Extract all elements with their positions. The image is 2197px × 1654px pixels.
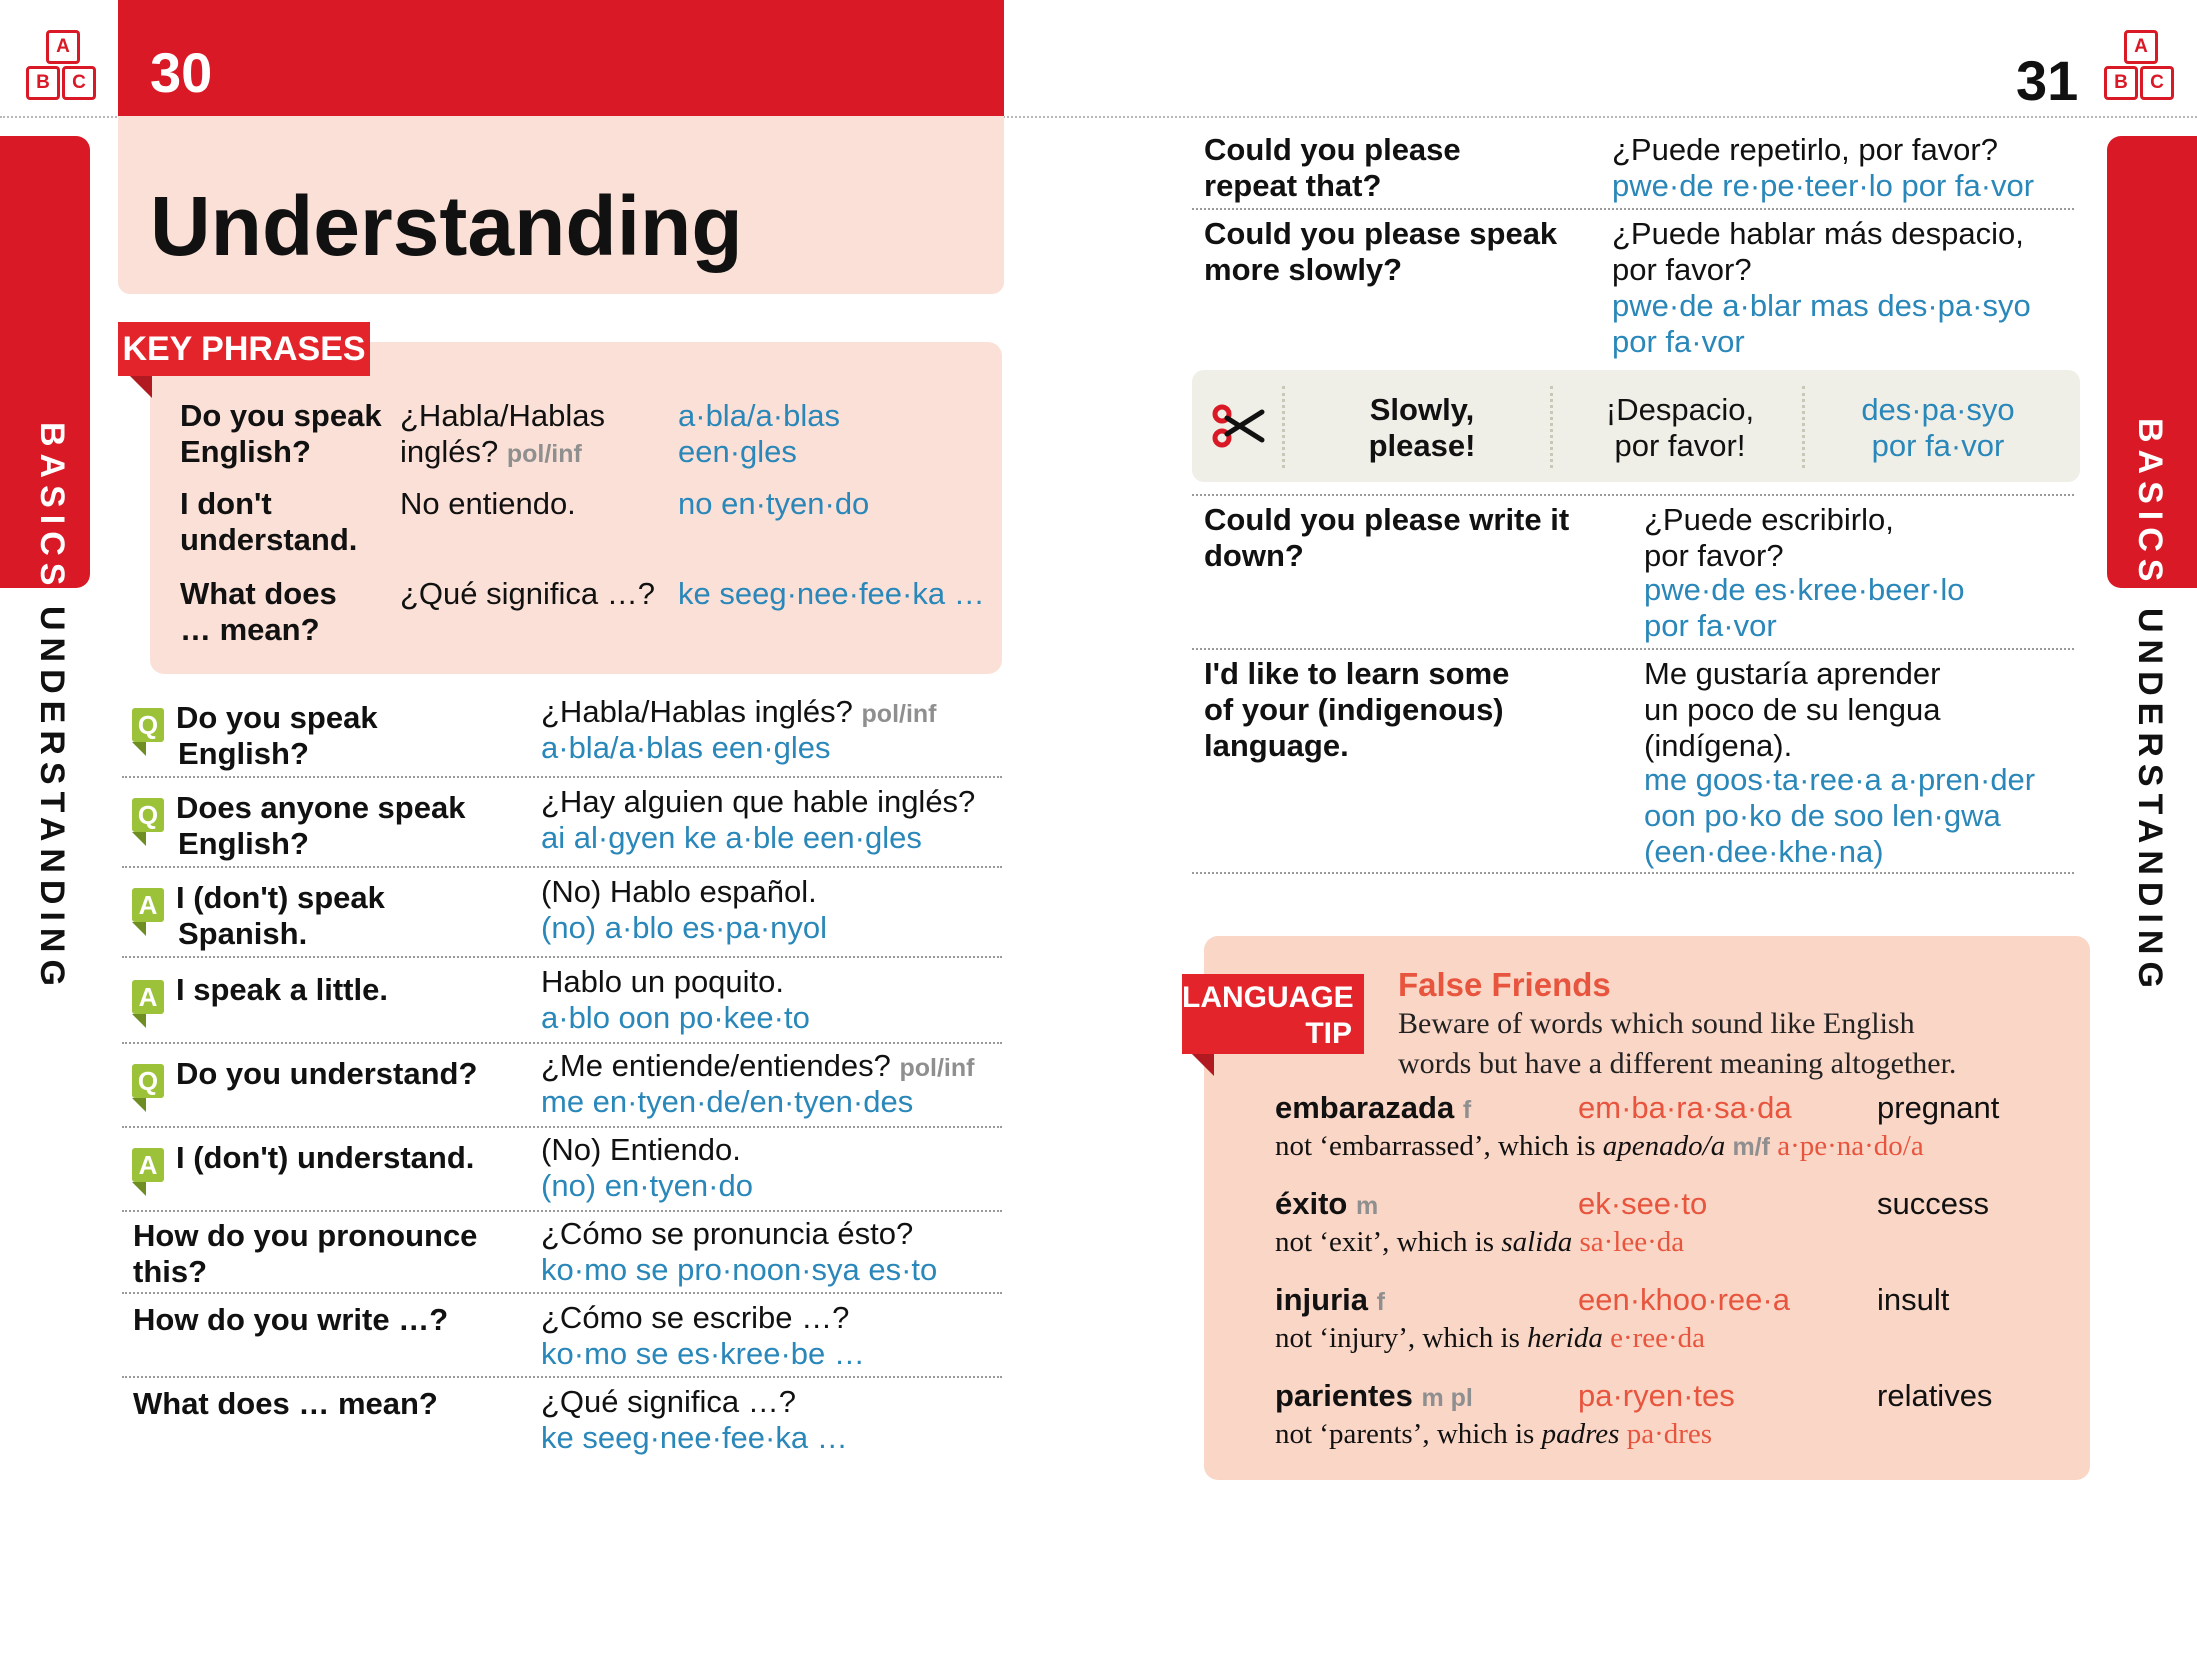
scissors-icon xyxy=(1210,402,1266,450)
marker-fold xyxy=(132,742,146,756)
entry-pronunciation: ek·see·to xyxy=(1578,1186,1708,1221)
marker-fold xyxy=(132,1182,146,1196)
abc-icon-right xyxy=(2104,30,2174,100)
row-divider xyxy=(1192,648,2074,650)
highlight-spanish: ¡Despacio, por favor! xyxy=(1605,392,1755,463)
abc-block-b: B xyxy=(2104,66,2138,100)
phrase-pronunciation: ko·mo se pro·noon·sya es·to xyxy=(541,1252,938,1287)
highlight-english: Slowly, please! xyxy=(1368,392,1476,463)
entry-gender: f xyxy=(1462,1096,1472,1124)
side-tab-left-subsection: UNDERSTANDING xyxy=(33,606,71,993)
phrase-english: How do you write …? xyxy=(133,1302,449,1337)
question-marker-icon: Q xyxy=(132,798,164,832)
tip-title: False Friends xyxy=(1398,966,1611,1003)
phrase-english: Could you please write it down? xyxy=(1204,502,1570,573)
side-tab-left-section: BASICS xyxy=(33,422,71,593)
phrase-spanish: ¿Cómo se pronuncia ésto? xyxy=(541,1216,914,1251)
page-number-right: 31 xyxy=(2016,49,2079,112)
phrase-spanish: (No) Hablo español. xyxy=(541,874,817,909)
entry-meaning: insult xyxy=(1877,1282,1950,1317)
box-divider xyxy=(1550,386,1553,468)
phrase-english: Could you please repeat that? xyxy=(1204,132,1461,203)
phrase-pronunciation: pwe·de a·blar mas des·pa·syo por fa·vor xyxy=(1612,288,2031,359)
phrase-english: How do you pronounce this? xyxy=(133,1218,478,1289)
phrase-spanish: ¿Puede repetirlo, por favor? xyxy=(1612,132,1998,167)
question-marker-icon: Q xyxy=(132,708,164,742)
phrase-spanish: (No) Entiendo. xyxy=(541,1132,741,1167)
politeness-tag: pol/inf xyxy=(899,1054,975,1082)
marker-fold xyxy=(132,922,146,936)
key-phrase-english: Do you speak English? xyxy=(180,398,382,469)
entry-word: parientes xyxy=(1275,1378,1413,1413)
entry-word: embarazada xyxy=(1275,1090,1455,1125)
marker-fold xyxy=(132,832,146,846)
politeness-tag: pol/inf xyxy=(506,440,582,468)
phrase-spanish: ¿Puede hablar más despacio, por favor? xyxy=(1612,216,2024,287)
phrase-pronunciation: pwe·de re·pe·teer·lo por fa·vor xyxy=(1612,168,2035,203)
row-divider xyxy=(1192,208,2074,210)
false-friend-entry: injuria f een·khoo·ree·a insult not ‘injury’, which is herida e·ree·da xyxy=(1275,1282,1950,1354)
phrase-pronunciation: ko·mo se es·kree·be … xyxy=(541,1336,865,1371)
row-divider xyxy=(122,1042,1002,1044)
row-divider xyxy=(122,1210,1002,1212)
phrase-spanish: ¿Puede escribirlo, por favor? xyxy=(1644,502,1894,573)
entry-gender: f xyxy=(1376,1288,1385,1316)
question-marker-icon: Q xyxy=(132,1064,164,1098)
phrase-english: Could you please speak more slowly? xyxy=(1204,216,1558,287)
phrase-spanish: ¿Habla/Hablas inglés? pol/inf xyxy=(541,694,937,729)
phrase-english: What does … mean? xyxy=(133,1386,438,1421)
phrase-pronunciation: ai al·gyen ke a·ble een·gles xyxy=(541,820,922,855)
key-phrase-pronunciation: a·bla/a·blas een·gles xyxy=(678,398,840,469)
phrase-pronunciation: (no) en·tyen·do xyxy=(541,1168,753,1203)
page-title: Understanding xyxy=(150,179,743,273)
phrase-english: Do you understand? xyxy=(176,1056,478,1091)
key-phrase-spanish: ¿Qué significa …? xyxy=(400,576,655,611)
phrase-spanish: ¿Cómo se escribe …? xyxy=(541,1300,850,1335)
phrase-english: Does anyone speak English? xyxy=(176,790,466,861)
highlight-pronunciation: des·pa·syo por fa·vor xyxy=(1861,392,2015,463)
phrase-english: I'd like to learn some of your (indigenous) language. xyxy=(1204,656,1510,763)
key-phrase-spanish: No entiendo. xyxy=(400,486,576,521)
marker-fold xyxy=(132,1098,146,1112)
phrase-pronunciation: (no) a·blo es·pa·nyol xyxy=(541,910,828,945)
politeness-tag: pol/inf xyxy=(861,700,937,728)
entry-word: injuria xyxy=(1275,1282,1369,1317)
row-divider xyxy=(122,1292,1002,1294)
false-friend-entry: parientes m pl pa·ryen·tes relatives not ‘parents’, which is padres pa·dres xyxy=(1275,1378,1993,1450)
abc-block-a: A xyxy=(46,30,80,64)
phrase-spanish: ¿Me entiende/entiendes? pol/inf xyxy=(541,1048,975,1083)
phrase-english: I speak a little. xyxy=(176,972,388,1007)
side-tab-right-section: BASICS xyxy=(2131,418,2169,589)
row-divider xyxy=(122,956,1002,958)
phrase-pronunciation: me goos·ta·ree·a a·pren·der oon po·ko de soo len·gwa (een·dee·khe·na) xyxy=(1644,762,2036,869)
entry-pronunciation: em·ba·ra·sa·da xyxy=(1578,1090,1792,1125)
entry-meaning: success xyxy=(1877,1186,1989,1221)
tip-intro: Beware of words which sound like English words but have a different meaning altogether. xyxy=(1398,1007,1957,1080)
language-tip-label-fold xyxy=(1192,1054,1214,1076)
phrase-english: I (don't) understand. xyxy=(176,1140,475,1175)
answer-marker-icon: A xyxy=(132,888,164,922)
box-divider xyxy=(1802,386,1805,468)
row-divider xyxy=(1192,872,2074,874)
phrase-spanish: ¿Qué significa …? xyxy=(541,1384,796,1419)
entry-word: éxito xyxy=(1275,1186,1348,1221)
phrase-english: Do you speak English? xyxy=(176,700,378,771)
abc-block-a: A xyxy=(2124,30,2158,64)
row-divider xyxy=(1192,494,2074,496)
phrase-english: I (don't) speak Spanish. xyxy=(176,880,385,951)
key-phrase-english: What does … mean? xyxy=(180,576,337,647)
page-number-banner xyxy=(118,0,1004,116)
key-phrases-label-fold xyxy=(130,376,152,398)
phrase-pronunciation: pwe·de es·kree·beer·lo por fa·vor xyxy=(1644,572,1965,643)
row-divider xyxy=(122,1126,1002,1128)
key-phrase-pronunciation: no en·tyen·do xyxy=(678,486,870,521)
entry-meaning: relatives xyxy=(1877,1378,1993,1413)
key-phrases-label: KEY PHRASES xyxy=(118,322,370,376)
false-friend-entry: embarazada f em·ba·ra·sa·da pregnant not ‘embarrassed’, which is apenado/a m/f a·pe·na·do/a xyxy=(1275,1090,2000,1162)
phrase-pronunciation: me en·tyen·de/en·tyen·des xyxy=(541,1084,914,1119)
abc-icon-left xyxy=(26,30,96,100)
phrase-spanish: Me gustaría aprender un poco de su lengua (indígena). xyxy=(1644,656,1941,763)
phrase-pronunciation: ke seeg·nee·fee·ka … xyxy=(541,1420,848,1455)
abc-block-c: C xyxy=(62,66,96,100)
false-friend-entry: éxito m ek·see·to success not ‘exit’, which is salida sa·lee·da xyxy=(1275,1186,1989,1258)
entry-pronunciation: pa·ryen·tes xyxy=(1578,1378,1735,1413)
entry-meaning: pregnant xyxy=(1877,1090,2000,1125)
key-phrase-english: I don't understand. xyxy=(180,486,358,557)
box-divider xyxy=(1282,386,1285,468)
page-number-left: 30 xyxy=(150,41,213,104)
phrase-spanish: Hablo un poquito. xyxy=(541,964,785,999)
phrase-pronunciation: a·bla/a·blas een·gles xyxy=(541,730,831,765)
language-tip-label: LANGUAGE TIP xyxy=(1182,974,1364,1054)
answer-marker-icon: A xyxy=(132,980,164,1014)
key-phrase-spanish: ¿Habla/Hablas inglés? pol/inf xyxy=(400,398,606,469)
row-divider xyxy=(122,1376,1002,1378)
entry-gender: m pl xyxy=(1421,1384,1473,1412)
row-divider xyxy=(122,866,1002,868)
phrase-spanish: ¿Hay alguien que hable inglés? xyxy=(541,784,976,819)
side-tab-right-subsection: UNDERSTANDING xyxy=(2131,608,2169,995)
entry-pronunciation: een·khoo·ree·a xyxy=(1578,1282,1790,1317)
key-phrase-pronunciation: ke seeg·nee·fee·ka … xyxy=(678,576,985,611)
row-divider xyxy=(122,776,1002,778)
marker-fold xyxy=(132,1014,146,1028)
answer-marker-icon: A xyxy=(132,1148,164,1182)
phrase-pronunciation: a·blo oon po·kee·to xyxy=(541,1000,810,1035)
abc-block-c: C xyxy=(2140,66,2174,100)
entry-gender: m xyxy=(1355,1192,1379,1220)
abc-block-b: B xyxy=(26,66,60,100)
